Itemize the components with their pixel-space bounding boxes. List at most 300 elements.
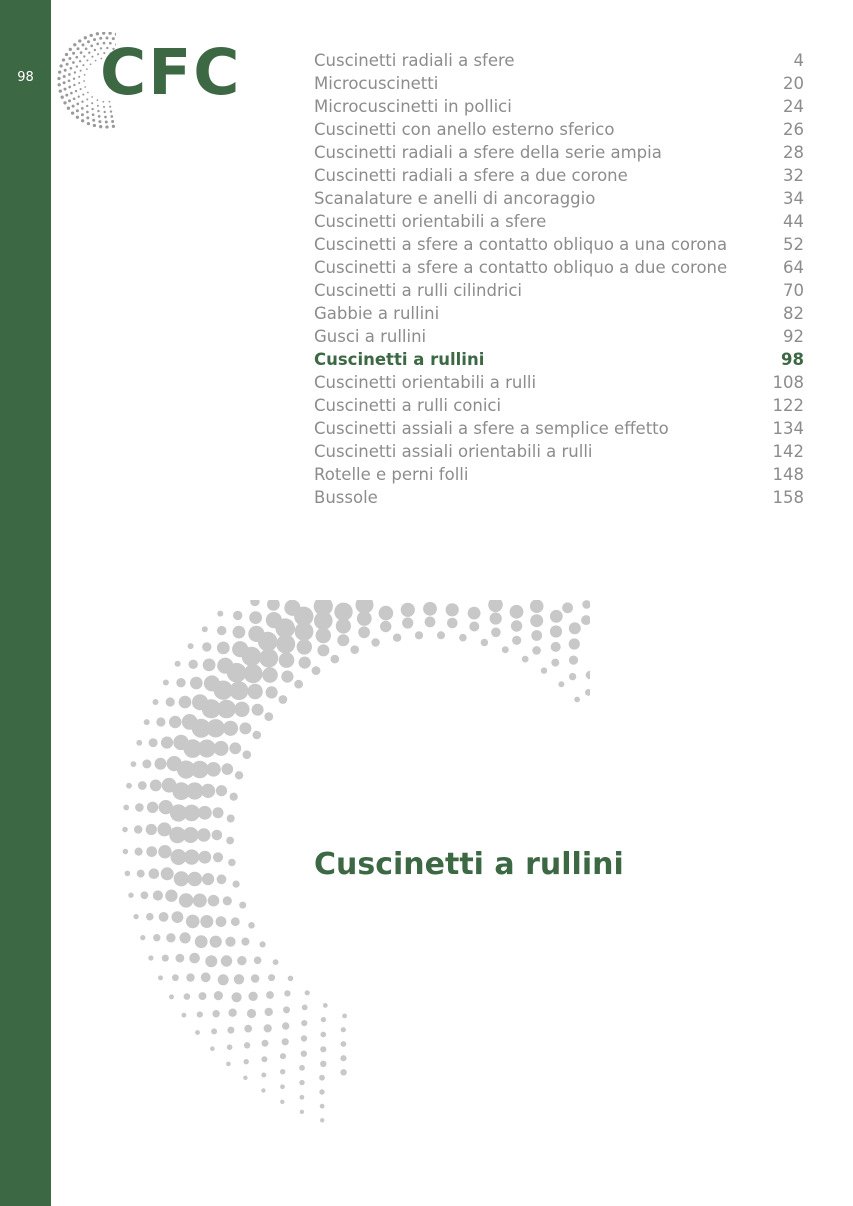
decorative-dot bbox=[171, 849, 187, 865]
decorative-dot bbox=[155, 758, 167, 770]
decorative-dot bbox=[195, 1030, 200, 1035]
decorative-dot bbox=[214, 991, 223, 1000]
logo-dot bbox=[90, 34, 93, 37]
decorative-dot bbox=[320, 1104, 325, 1109]
decorative-dot bbox=[282, 1038, 289, 1045]
toc-item-page: 70 bbox=[783, 281, 804, 300]
toc-item-title: Cuscinetti assiali a sfere a semplice effetto bbox=[314, 419, 669, 438]
logo-dot bbox=[68, 86, 71, 89]
logo-dot bbox=[105, 125, 108, 128]
toc-item-page: 158 bbox=[772, 488, 804, 507]
decorative-dot bbox=[446, 603, 459, 616]
logo-dot bbox=[86, 59, 88, 61]
toc-item-page: 24 bbox=[783, 97, 804, 116]
decorative-dot bbox=[531, 630, 542, 641]
logo-dot bbox=[86, 105, 88, 107]
logo-dot bbox=[64, 88, 67, 91]
decorative-dot bbox=[165, 890, 177, 902]
decorative-dot bbox=[350, 645, 359, 654]
decorative-dot bbox=[340, 1069, 346, 1075]
logo-dot bbox=[87, 92, 89, 94]
decorative-dot bbox=[217, 658, 233, 674]
decorative-dot bbox=[203, 659, 216, 672]
logo-dot bbox=[97, 105, 99, 107]
decorative-dot bbox=[169, 827, 186, 844]
toc-item-page: 134 bbox=[772, 419, 804, 438]
decorative-dot bbox=[266, 686, 278, 698]
decorative-dot bbox=[522, 656, 529, 663]
logo-dot bbox=[71, 111, 74, 114]
logo-dot bbox=[108, 32, 111, 35]
decorative-dot bbox=[280, 1069, 285, 1074]
logo-dot bbox=[57, 77, 60, 80]
decorative-dot bbox=[198, 806, 212, 820]
decorative-dot bbox=[541, 667, 547, 673]
decorative-dot bbox=[144, 719, 150, 725]
decorative-dot bbox=[273, 959, 279, 965]
decorative-dot bbox=[193, 894, 207, 908]
toc-item[interactable] bbox=[314, 164, 804, 187]
decorative-dot bbox=[239, 902, 246, 909]
decorative-dot bbox=[267, 600, 280, 611]
toc-item-title: Rotelle e perni folli bbox=[314, 465, 469, 484]
logo-dot bbox=[64, 69, 67, 72]
logo-dot bbox=[68, 57, 71, 60]
decorative-dot bbox=[379, 606, 394, 621]
decorative-dot bbox=[512, 636, 521, 645]
logo-dot bbox=[81, 107, 84, 110]
logo-dot bbox=[99, 125, 102, 128]
decorative-dot bbox=[228, 1009, 236, 1017]
decorative-dot bbox=[212, 830, 223, 841]
decorative-dot bbox=[233, 626, 246, 639]
decorative-dot bbox=[175, 661, 181, 667]
logo-dot bbox=[76, 103, 79, 106]
decorative-dot bbox=[161, 867, 174, 880]
decorative-dot bbox=[532, 646, 541, 655]
decorative-dot bbox=[201, 972, 211, 982]
decorative-dot bbox=[216, 785, 227, 796]
decorative-dot bbox=[248, 626, 264, 642]
decorative-dot bbox=[188, 643, 194, 649]
logo-dot bbox=[73, 78, 75, 80]
decorative-dot bbox=[186, 915, 200, 929]
toc-item-page: 98 bbox=[781, 350, 804, 369]
decorative-dot bbox=[282, 1022, 289, 1029]
decorative-dot bbox=[142, 759, 151, 768]
decorative-dot bbox=[149, 738, 158, 747]
decorative-dot bbox=[502, 646, 509, 653]
toc-item[interactable] bbox=[314, 95, 804, 118]
decorative-dot bbox=[402, 617, 413, 628]
decorative-dot bbox=[153, 699, 159, 705]
decorative-dot bbox=[134, 825, 142, 833]
decorative-dot bbox=[227, 1044, 233, 1050]
decorative-dot bbox=[551, 659, 559, 667]
toc-item-title: Cuscinetti radiali a sfere bbox=[314, 51, 515, 70]
logo-dot bbox=[92, 119, 95, 122]
toc-item[interactable] bbox=[314, 440, 804, 463]
toc-item[interactable] bbox=[314, 486, 804, 509]
toc-item-title: Cuscinetti a sfere a contatto obliquo a due corone bbox=[314, 258, 728, 277]
decorative-dot bbox=[147, 802, 158, 813]
decorative-dot bbox=[200, 915, 213, 928]
decorative-dot bbox=[228, 859, 236, 867]
decorative-dot bbox=[288, 976, 294, 982]
decorative-dot bbox=[279, 652, 295, 668]
decorative-dot bbox=[195, 935, 208, 948]
toc-item-page: 26 bbox=[783, 120, 804, 139]
toc-item[interactable] bbox=[314, 187, 804, 210]
decorative-dot bbox=[299, 1080, 304, 1085]
decorative-dot bbox=[481, 639, 488, 646]
logo-dot bbox=[68, 79, 71, 82]
decorative-dot bbox=[158, 975, 163, 980]
decorative-dot bbox=[169, 994, 174, 999]
decorative-dot bbox=[156, 717, 165, 726]
toc-item[interactable] bbox=[314, 348, 804, 371]
logo-dot bbox=[84, 36, 87, 39]
decorative-dot bbox=[186, 973, 194, 981]
toc-item-title: Cuscinetti a rullini bbox=[314, 350, 485, 369]
decorative-dot bbox=[162, 778, 177, 793]
decorative-dot bbox=[232, 992, 242, 1002]
decorative-dot bbox=[187, 872, 202, 887]
decorative-dot bbox=[174, 871, 189, 886]
decorative-dot bbox=[141, 891, 149, 899]
decorative-dot bbox=[530, 614, 543, 627]
decorative-dot bbox=[223, 896, 232, 905]
decorative-dot bbox=[159, 800, 173, 814]
toc-item-title: Cuscinetti con anello esterno sferico bbox=[314, 120, 615, 139]
section-title: Cuscinetti a rullini bbox=[314, 847, 624, 882]
decorative-dot bbox=[358, 626, 370, 638]
decorative-dot bbox=[146, 824, 157, 835]
decorative-dot bbox=[284, 990, 290, 996]
decorative-dot bbox=[234, 974, 244, 984]
decorative-dot bbox=[222, 763, 234, 775]
decorative-dot bbox=[380, 621, 391, 632]
toc-item-title: Cuscinetti a rulli conici bbox=[314, 396, 502, 415]
decorative-dot bbox=[140, 935, 145, 940]
decorative-dot bbox=[247, 1009, 256, 1018]
decorative-dot bbox=[153, 890, 163, 900]
toc-item[interactable] bbox=[314, 302, 804, 325]
decorative-dot bbox=[562, 602, 573, 613]
decorative-dot bbox=[217, 626, 226, 635]
logo-dot bbox=[94, 49, 96, 51]
decorative-dot bbox=[302, 1005, 308, 1011]
decorative-dot bbox=[231, 917, 240, 926]
logo-dot bbox=[82, 43, 85, 46]
decorative-dot bbox=[205, 955, 217, 967]
decorative-dot bbox=[167, 756, 182, 771]
decorative-dot bbox=[189, 953, 200, 964]
logo-dot bbox=[76, 116, 79, 119]
decorative-dot bbox=[316, 628, 331, 643]
toc-item-title: Cuscinetti radiali a sfere della serie ampia bbox=[314, 143, 662, 162]
decorative-dot bbox=[320, 1032, 326, 1038]
decorative-dot bbox=[125, 871, 131, 877]
toc-item-title: Cuscinetti radiali a sfere a due corone bbox=[314, 166, 628, 185]
toc-item-page: 52 bbox=[783, 235, 804, 254]
logo-dot bbox=[91, 96, 93, 98]
decorative-dot bbox=[401, 603, 415, 617]
decorative-dot bbox=[337, 634, 349, 646]
logo-dot bbox=[98, 120, 101, 123]
decorative-dot bbox=[510, 605, 524, 619]
decorative-dot bbox=[254, 957, 262, 965]
decorative-dot bbox=[550, 625, 562, 637]
logo-dot bbox=[86, 111, 89, 114]
toc-item[interactable] bbox=[314, 256, 804, 279]
decorative-dot bbox=[227, 1027, 234, 1034]
decorative-dot bbox=[550, 610, 563, 623]
decorative-dot bbox=[176, 954, 185, 963]
logo-dot bbox=[70, 92, 73, 95]
decorative-dot bbox=[301, 1051, 307, 1057]
toc-item-page: 20 bbox=[783, 74, 804, 93]
logo-dot bbox=[63, 81, 66, 84]
decorative-dot bbox=[218, 974, 229, 985]
decorative-dot bbox=[569, 622, 581, 634]
decorative-dot bbox=[123, 849, 129, 855]
decorative-dot bbox=[133, 914, 138, 919]
toc-item[interactable] bbox=[314, 233, 804, 256]
decorative-dot bbox=[251, 974, 260, 983]
toc-item[interactable] bbox=[314, 118, 804, 141]
toc-item-title: Cuscinetti a rulli cilindrici bbox=[314, 281, 522, 300]
decorative-dot bbox=[244, 664, 263, 683]
decorative-dot bbox=[262, 667, 278, 683]
decorative-dot bbox=[331, 655, 340, 664]
logo-dot bbox=[110, 115, 113, 118]
decorative-dot bbox=[126, 783, 132, 789]
logo-dot bbox=[59, 89, 62, 92]
logo-dot bbox=[72, 52, 75, 55]
logo-dot bbox=[76, 65, 78, 67]
toc-item-title: Cuscinetti orientabili a sfere bbox=[314, 212, 547, 231]
decorative-dot bbox=[153, 934, 160, 941]
decorative-dot bbox=[341, 1041, 347, 1047]
decorative-dot bbox=[284, 600, 300, 616]
logo-dot bbox=[91, 108, 93, 110]
logo-dot bbox=[80, 51, 83, 54]
logo-dot bbox=[69, 48, 72, 51]
decorative-dot bbox=[180, 932, 191, 943]
decorative-dot bbox=[233, 881, 240, 888]
decorative-dot bbox=[320, 1061, 326, 1067]
decorative-dot bbox=[279, 695, 288, 704]
logo-dot bbox=[81, 113, 84, 116]
decorative-dot bbox=[569, 673, 576, 680]
decorative-dot bbox=[241, 938, 249, 946]
decorative-dot bbox=[169, 716, 181, 728]
decorative-dot bbox=[176, 678, 185, 687]
decorative-dot bbox=[491, 628, 501, 638]
decorative-dot bbox=[261, 1073, 266, 1078]
logo-dot bbox=[77, 47, 80, 50]
toc-item-page: 142 bbox=[772, 442, 804, 461]
decorative-dot bbox=[149, 868, 160, 879]
logo-dot bbox=[82, 64, 84, 66]
logo-dot bbox=[104, 116, 107, 119]
decorative-dot bbox=[146, 913, 154, 921]
decorative-dot bbox=[264, 1024, 272, 1032]
decorative-dot bbox=[280, 1053, 286, 1059]
decorative-dot bbox=[249, 611, 262, 624]
decorative-dot bbox=[314, 600, 333, 616]
decorative-dot bbox=[283, 1006, 290, 1013]
decorative-dot bbox=[158, 845, 171, 858]
decorative-dot bbox=[299, 657, 311, 669]
decorative-dot bbox=[199, 992, 207, 1000]
logo-dot bbox=[73, 43, 76, 46]
decorative-dot bbox=[262, 1040, 269, 1047]
decorative-dot bbox=[204, 675, 220, 691]
decorative-dot bbox=[146, 846, 157, 857]
toc-item-page: 148 bbox=[772, 465, 804, 484]
decorative-dot bbox=[299, 1065, 305, 1071]
decorative-dot bbox=[138, 781, 147, 790]
decorative-dot bbox=[266, 991, 274, 999]
decorative-dot bbox=[425, 617, 436, 628]
decorative-dot bbox=[320, 1046, 326, 1052]
toc-item[interactable] bbox=[314, 417, 804, 440]
logo-dot bbox=[63, 75, 66, 78]
decorative-dot bbox=[569, 638, 580, 649]
decorative-dot bbox=[182, 1013, 187, 1018]
logo-dot bbox=[81, 101, 83, 103]
decorative-dot bbox=[317, 644, 329, 656]
logo-text: CFC bbox=[100, 36, 242, 109]
decorative-dot bbox=[247, 684, 262, 699]
decorative-dot bbox=[341, 1027, 346, 1032]
decorative-dot bbox=[161, 737, 173, 749]
decorative-dot bbox=[208, 895, 220, 907]
decorative-dot bbox=[123, 805, 129, 811]
toc-item[interactable] bbox=[314, 325, 804, 348]
logo-dot bbox=[111, 120, 114, 123]
decorative-dot bbox=[268, 974, 275, 981]
logo-dot bbox=[86, 116, 89, 119]
decorative-dot bbox=[569, 656, 578, 665]
decorative-dot bbox=[235, 771, 243, 779]
logo-dot bbox=[110, 110, 112, 112]
decorative-dot bbox=[252, 704, 264, 716]
decorative-dot bbox=[265, 1008, 273, 1016]
decorative-dot bbox=[213, 807, 224, 818]
logo-dot bbox=[91, 102, 93, 104]
toc-item-title: Microcuscinetti in pollici bbox=[314, 97, 512, 116]
decorative-dot bbox=[319, 1089, 324, 1094]
toc-item-page: 34 bbox=[783, 189, 804, 208]
toc-item-title: Bussole bbox=[314, 488, 378, 507]
logo-dot bbox=[86, 68, 88, 70]
decorative-dot bbox=[356, 600, 374, 614]
decorative-dot bbox=[192, 694, 208, 710]
logo-dot bbox=[90, 63, 92, 65]
decorative-dot bbox=[551, 642, 561, 652]
decorative-dot bbox=[264, 712, 273, 721]
decorative-dot bbox=[131, 761, 137, 767]
logo-dot bbox=[58, 70, 61, 73]
logo-dot bbox=[70, 67, 73, 70]
decorative-dot bbox=[184, 993, 191, 1000]
decorative-dot bbox=[135, 848, 143, 856]
logo-dot bbox=[68, 73, 71, 76]
logo-dot bbox=[78, 76, 80, 78]
logo-dot bbox=[82, 94, 84, 96]
decorative-dot bbox=[300, 1110, 304, 1114]
decorative-dot bbox=[294, 680, 303, 689]
decorative-dot bbox=[212, 1010, 219, 1017]
decorative-dot bbox=[243, 750, 252, 759]
decorative-dot bbox=[468, 607, 481, 620]
logo-dot bbox=[74, 71, 76, 73]
decorative-dot bbox=[233, 611, 242, 620]
decorative-dot bbox=[558, 681, 564, 687]
toc-item[interactable] bbox=[314, 210, 804, 233]
toc-item[interactable] bbox=[314, 279, 804, 302]
decorative-dot bbox=[248, 992, 257, 1001]
table-of-contents bbox=[314, 49, 804, 509]
decorative-dot bbox=[137, 870, 145, 878]
decorative-dot bbox=[237, 956, 246, 965]
decorative-dot bbox=[229, 742, 241, 754]
toc-item[interactable] bbox=[314, 463, 804, 486]
decorative-dot bbox=[582, 600, 590, 609]
toc-item-title: Microcuscinetti bbox=[314, 74, 439, 93]
toc-item-page: 28 bbox=[783, 143, 804, 162]
toc-item-page: 32 bbox=[783, 166, 804, 185]
logo-dot bbox=[87, 122, 90, 125]
decorative-dot bbox=[202, 873, 214, 885]
toc-item[interactable] bbox=[314, 394, 804, 417]
decorative-dot bbox=[250, 600, 259, 606]
decorative-dot bbox=[244, 1059, 249, 1064]
decorative-dot bbox=[166, 697, 175, 706]
decorative-dot bbox=[371, 638, 379, 646]
decorative-dot bbox=[162, 955, 169, 962]
decorative-dot bbox=[213, 852, 223, 862]
logo-dot bbox=[104, 111, 106, 113]
decorative-dot bbox=[225, 937, 235, 947]
decorative-dot bbox=[173, 735, 188, 750]
logo-dot bbox=[84, 86, 86, 88]
logo-dot bbox=[61, 96, 64, 99]
decorative-dot bbox=[305, 990, 310, 995]
page-number: 98 bbox=[17, 70, 34, 85]
logo-dot bbox=[66, 63, 69, 66]
decorative-dot bbox=[217, 611, 223, 617]
decorative-dot bbox=[253, 731, 262, 740]
decorative-dot bbox=[221, 955, 232, 966]
logo-dot bbox=[84, 74, 86, 76]
toc-item[interactable] bbox=[314, 371, 804, 394]
toc-item[interactable] bbox=[314, 141, 804, 164]
logo-dot bbox=[96, 32, 99, 35]
toc-item[interactable] bbox=[314, 72, 804, 95]
toc-item[interactable] bbox=[314, 49, 804, 72]
decorative-dot bbox=[150, 780, 162, 792]
decorative-dot bbox=[217, 642, 230, 655]
logo-dot bbox=[95, 60, 97, 62]
decorative-dot bbox=[198, 851, 211, 864]
toc-item-page: 44 bbox=[783, 212, 804, 231]
decorative-dot bbox=[223, 721, 238, 736]
decorative-dot bbox=[232, 641, 248, 657]
